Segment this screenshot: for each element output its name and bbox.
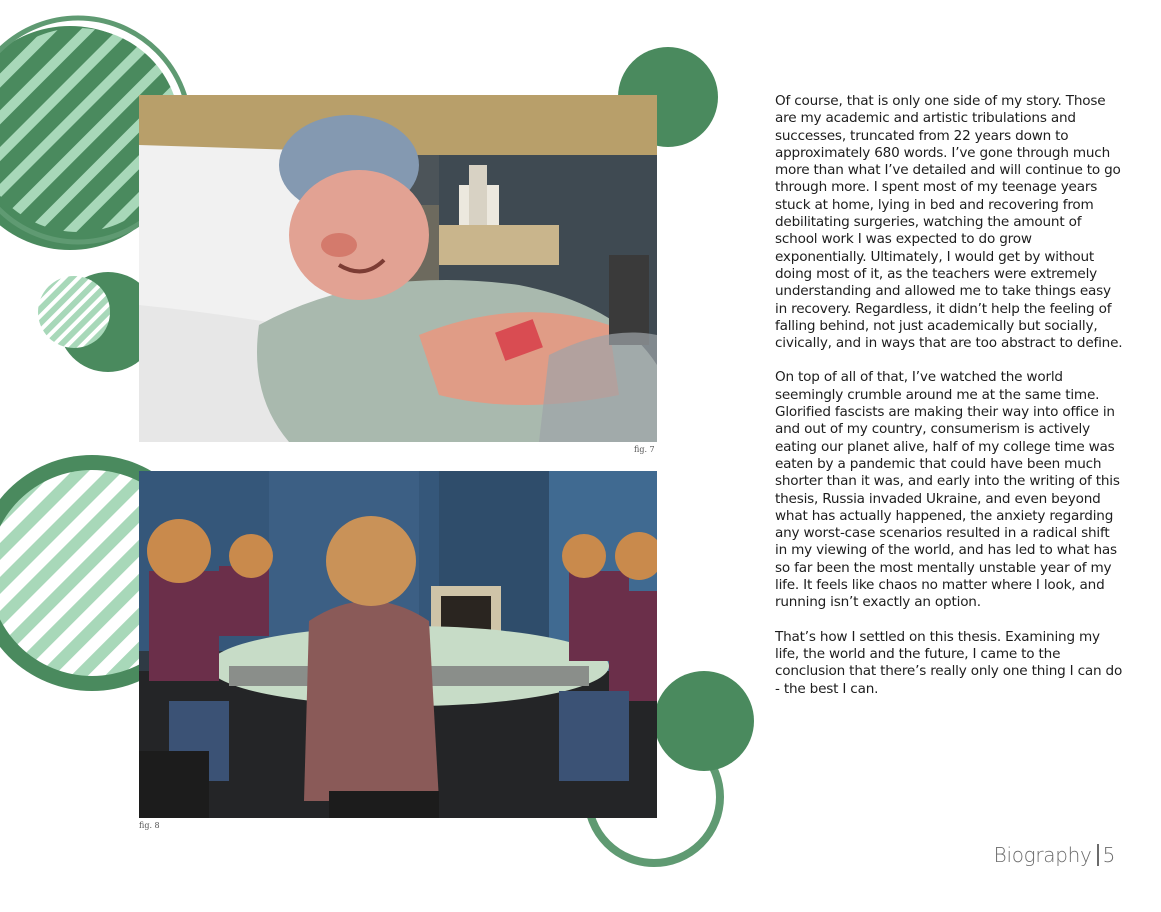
paragraph-2: On top of all of that, I’ve watched the world seemingly crumble around me at the same time. Glorified fascists are making their way into office in and out of my country, consumerism is actively eating our planet alive, half of my college time was eaten by a pandemic that could have been much shorter than it was, and early into the writing of this thesis, Russia invaded Ukraine, and even beyond what has actually happened, the anxiety regarding any worst-case scenarios resulted in a radical shift in my viewing of the world, and has led to what has so far been the most mentally unstable year of my life. It feels like chaos no matter where I look, and running isn’t exactly an option.: [775, 369, 1120, 611]
page-number: 5: [1102, 843, 1115, 867]
figure-8-caption: fig. 8: [139, 821, 160, 830]
figure-7-caption: fig. 7: [634, 445, 655, 454]
page-footer: [994, 843, 1115, 867]
paragraph-1: Of course, that is only one side of my story. Those are my academic and artistic tribulations and successes, truncated from 22 years down to approximately 680 words. I’ve gone through much more than what I’ve detailed and will continue to go through more. I spent most of my teenage years stuck at home, lying in bed and recovering from debilitating surgeries, watching the amount of school work I was expected to do grow exponentially. Ultimately, I would get by without doing most of it, as the teachers were extremely understanding and allowed me to take things easy in recovery. Regardless, it didn’t help the feeling of falling behind, not just academically but socially, civically, and in ways that are too abstract to define.: [775, 93, 1123, 352]
biography-text: [775, 93, 1125, 715]
paragraph-3: That’s how I settled on this thesis. Examining my life, the world and the future, I came to the conclusion that there’s really only one thing I can do - the best I can.: [775, 628, 1123, 697]
deco-circle-small-stripes: [38, 276, 110, 348]
deco-circle-bottom-right-solid: [654, 671, 754, 771]
figure-8-photo: [139, 471, 657, 818]
figure-7-photo: [139, 95, 657, 442]
section-title: Biography: [993, 843, 1092, 867]
footer-divider: [1097, 844, 1099, 866]
